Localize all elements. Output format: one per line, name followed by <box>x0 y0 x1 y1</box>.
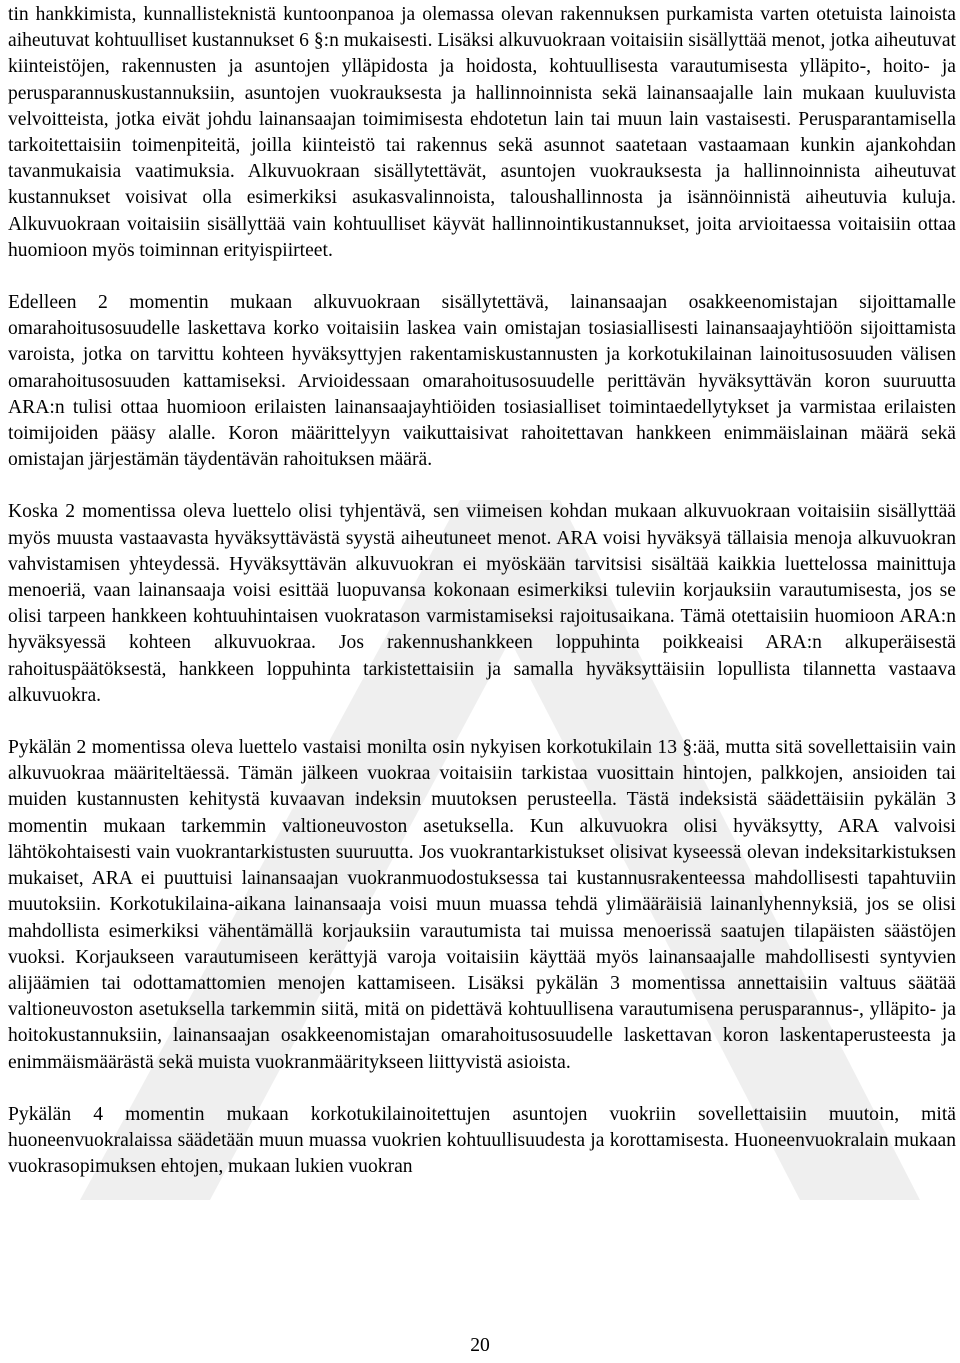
paragraph-2: Edelleen 2 momentin mukaan alkuvuokraan sisällytettävä, lainansaajan osakkeenomistajan sijoittamalle omarahoitusosuudelle laskettava korko voitaisiin laskea vain omistajan tosiasiallisesti lainansaajayhtiöön sijoittamista varoista, jotka on tarvittu kohteen hyväksyttyjen rakentamiskustannusten ja korkotukilainan lainoitusosuuden välisen omarahoitusosuuden kattamiseksi. Arvioidessaan omarahoitusosuudelle perittävän hyväksyttävän koron suuruutta ARA:n tulisi ottaa huomioon erilaisten lainansaajayhtiöiden tosiasialliset toimintaedellytykset ja varmistaa erilaisten toimijoiden pääsy alalle. Koron määrittelyyn vaikuttaisivat rahoitettavan hankkeen enimmäislainan määrä sekä omistajan järjestämän täydentävän rahoituksen määrä. <box>8 292 956 471</box>
paragraph-1: tin hankkimista, kunnallisteknistä kuntoonpanoa ja olemassa olevan rakennuksen purkamista varten otetuista lainoista aiheutuvat kohtuulliset kustannukset 6 §:n mukaisesti. Lisäksi alkuvuokraan voitaisiin sisällyttää menot, jotka aiheutuvat kiinteistöjen, rakennusten ja asuntojen ylläpidosta ja hoidosta, kohtuullisesta varautumisesta ylläpito-, hoito- ja perusparannuskustannuksiin, asuntojen vuokrauksesta ja hallinnoinnista sekä lainansaajalle lain mukaan kuuluvista velvoitteista, jotka eivät johdu lainansaajan toimimisesta ehdotetun lain tai muun lain vastaisesti. Perusparantamisella tarkoitettaisiin toimenpiteitä, joilla kiinteistö tai rakennus sekä asunnot saatetaan vastaamaan kunkin ajankohdan tavanmukaisia vaatimuksia. Alkuvuokraan sisällytettävät, asuntojen vuokrauksesta ja hallinnoinnista aiheutuvat kustannukset voisivat olla esimerkiksi asukasvalinnoista, taloushallinnosta ja isännöinnistä aiheutuvia kuluja. Alkuvuokraan voitaisiin sisällyttää vain kohtuulliset käyvät hallinnointikustannukset, joita arvioitaessa voitaisiin ottaa huomioon myös toiminnan erityispiirteet. <box>8 4 956 261</box>
page-number: 20 <box>470 1335 490 1356</box>
paragraph-4: Pykälän 2 momentissa oleva luettelo vastaisi monilta osin nykyisen korkotukilain 13 §:ää, mutta sitä sovellettaisiin vain alkuvuokraa määriteltäessä. Tämän jälkeen vuokraa voitaisiin tarkistaa vuosittain hintojen, palkkojen, ansioiden tai muiden kustannusten kehitystä kuvaavan indeksin muutoksen perusteella. Tästä indeksistä säädettäisiin pykälän 3 momentin mukaan tarkemmin valtioneuvoston asetuksella. Kun alkuvuokra olisi hyväksytty, ARA valvoisi lähtökohtaisesti vain vuokrantarkistusten suuruutta. Jos vuokrantarkistukset olisivat kyseessä olevan indeksitarkistuksen mukaiset, ARA ei puuttuisi lainansaajan vuokranmuodostuksessa tai kustannusrakenteessa mahdollisesti tapahtuviin muutoksiin. Korkotukilaina-aikana lainansaaja voisi muun muassa tehdä ylimääräisiä lainanlyhennyksiä, jos se olisi mahdollista esimerkiksi vähentämällä korjauksiin varautumista tai muissa menoerissä saatujen tilapäisten säästöjen vuoksi. Korjaukseen varautumiseen kerättyjä varoja voitaisiin käyttää myös lainansaajalle mahdollisesti syntyvien alijäämien tai odottamattomien menojen kattamiseen. Lisäksi pykälän 3 momentissa annettaisiin valtuus säätää valtioneuvoston asetuksella tarkemmin siitä, mitä on pidettävä kohtuullisena varautumisena perusparannus-, ylläpito- ja hoitokustannuksiin, lainansaajan osakkeenomistajan omarahoitusosuudelle laskettavan koron laskentaperusteesta ja enimmäismäärästä sekä muista vuokranmääritykseen liittyvistä asioista. <box>8 737 956 1073</box>
paragraph-5: Pykälän 4 momentin mukaan korkotukilainoitettujen asuntojen vuokriin sovellettaisiin muutoin, mitä huoneenvuokralaissa säädetään muun muassa vuokrien kohtuullisuudesta ja korottamisesta. Huoneenvuokralain mukaan vuokrasopimuksen ehtojen, mukaan lukien vuokran <box>8 1103 956 1178</box>
document-page <box>8 2 956 1180</box>
paragraph-3: Koska 2 momentissa oleva luettelo olisi tyhjentävä, sen viimeisen kohdan mukaan alkuvuokraan voitaisiin sisällyttää myös muusta vastaavasta hyväksyttävästä syystä aiheutuneet menot. ARA voisi hyväksyä tällaisia menoja alkuvuokran vahvistamisen yhteydessä. Hyväksyttävän alkuvuokran ei myöskään tarvitsisi sisältää kaikkia luettelossa mainittuja menoeriä, vaan lainansaaja voisi esittää luopuvansa kokonaan esimerkiksi tuleviin korjauksiin varautumisesta, jos se olisi tarpeen hankkeen kohtuuhintaisen vuokratason varmistamiseksi rajoitusaikana. Tämä otettaisiin huomioon ARA:n hyväksyessä kohteen alkuvuokraa. Jos rakennushankkeen loppuhinta poikkeaisi ARA:n alkuperäisestä rahoituspäätöksestä, hankkeen loppuhinta tarkistettaisiin ja samalla hyväksyttäisiin lopullista tilannetta vastaava alkuvuokra. <box>8 501 956 706</box>
